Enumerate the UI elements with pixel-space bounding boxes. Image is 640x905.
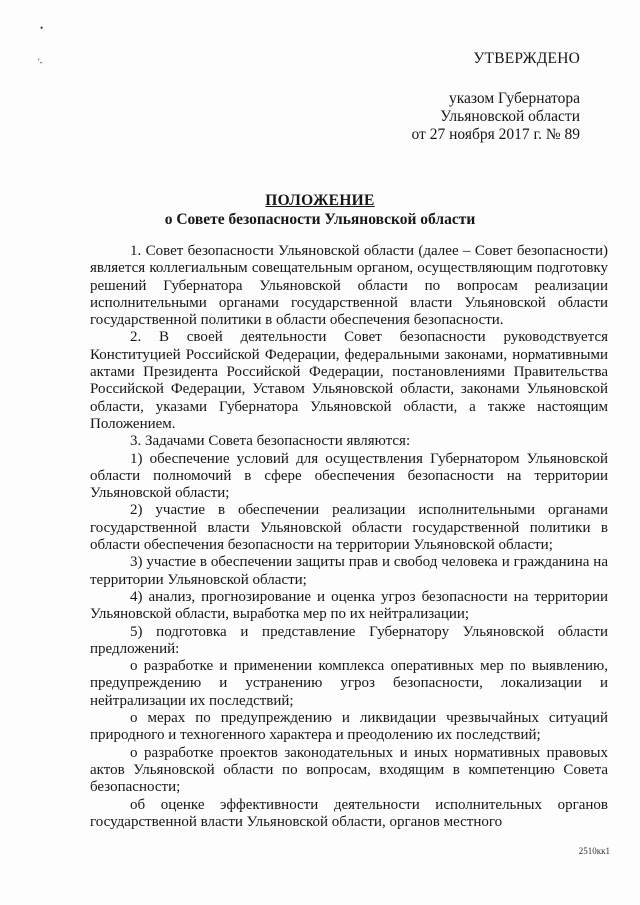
proposal-item-3: о разработке проектов законодательных и иных нормативных правовых актов Ульяновской области по вопросам, входящим в компетенцию Совета безопасности; [90, 744, 608, 796]
proposal-item-2: о мерах по предупреждению и ликвидации чрезвычайных ситуаций природного и техногенного характера и преодолению их последствий; [90, 710, 608, 744]
scan-mark-left: '- [38, 57, 43, 67]
proposal-item-4: об оценке эффективности деятельности исполнительных органов государственной власти Ульяновской области, органов местного [90, 796, 608, 830]
list-item-1: 1) обеспечение условий для осуществления Губернатором Ульяновской области полномочий в сфере обеспечения безопасности на территории Ульяновской области; [90, 450, 608, 502]
approval-block [350, 50, 580, 144]
approval-line-2: Ульяновской области [440, 108, 580, 125]
proposal-item-1: о разработке и применении комплекса оперативных мер по выявлению, предупреждению и устранению угроз безопасности, локализации и нейтрализации их последствий; [90, 658, 608, 709]
list-item-3: 3) участие в обеспечении защиты прав и свобод человека и гражданина на территории Ульяновской области; [90, 554, 608, 588]
list-item-2: 2) участие в обеспечении реализации исполнительными органами государственной власти Ульяновской области государственной политики в области обеспечения безопасности на территории Ульяновской области; [90, 502, 608, 554]
paragraph-1: 1. Совет безопасности Ульяновской области (далее – Совет безопасности) является коллегиальным совещательным органом, осуществляющим подготовку решений Губернатора Ульяновской области по вопросам реализации исполнительными органами государственной власти Ульяновской области государственной политики в области обеспечения безопасности. [90, 243, 608, 329]
approval-line-3: от 27 ноября 2017 г. № 89 [411, 126, 580, 143]
paragraph-3: 3. Задачами Совета безопасности являются: [130, 433, 411, 450]
list-item-5: 5) подготовка и представление Губернатору Ульяновской области предложений: [90, 623, 608, 657]
footer-code: 2510кк1 [578, 846, 610, 856]
approved-stamp-text: УТВЕРЖДЕНО [473, 50, 580, 67]
document-title: ПОЛОЖЕНИЕ [265, 192, 375, 209]
approval-line-1: указом Губернатора [448, 90, 580, 107]
paragraph-2: 2. В своей деятельности Совет безопасности руководствуется Конституцией Российской Федерации, федеральными законами, нормативными актами Президента Российской Федерации, постановлениями Правительства Российской Федерации, Уставом Ульяновской области, законами Ульяновской области, указами Губернатора Ульяновской области, а также настоящим Положением. [90, 329, 608, 432]
document-subtitle: о Совете безопасности Ульяновской области [164, 211, 476, 228]
document-body [90, 243, 608, 831]
list-item-4: 4) анализ, прогнозирование и оценка угроз безопасности на территории Ульяновской области, выработка мер по их нейтрализации; [90, 588, 608, 623]
scan-mark-top: • [40, 23, 44, 33]
